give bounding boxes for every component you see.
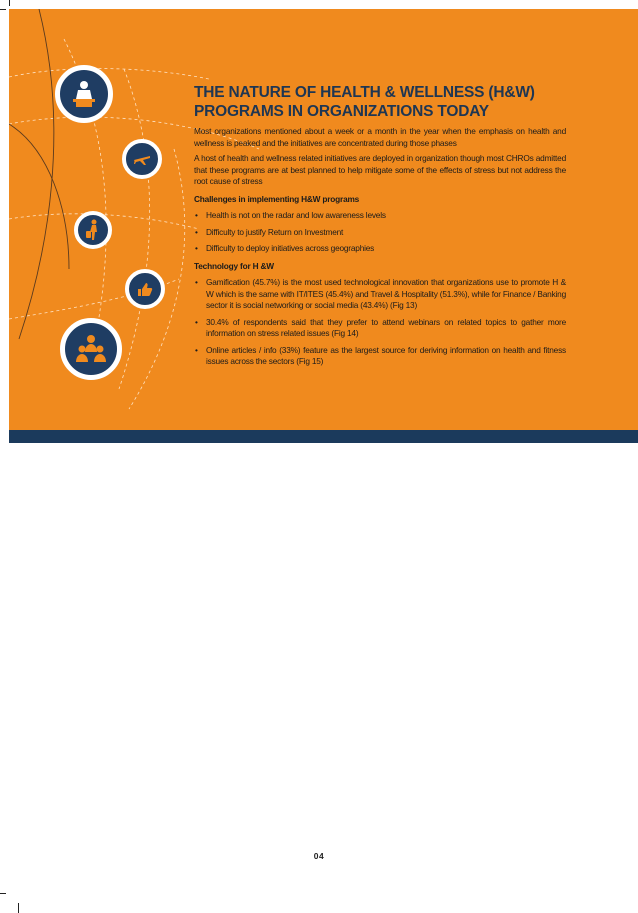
intro-paragraph: A host of health and wellness related initiatives are deployed in organization though most CHROs admitted that these programs are at best planned to help mitigate some of the effects of stress but not address the root cause of stress — [194, 153, 566, 186]
group-icon — [74, 332, 108, 366]
heading-line-2: PROGRAMS IN ORGANIZATIONS TODAY — [194, 103, 489, 120]
page-heading — [194, 83, 566, 121]
thumbs-up-icon — [135, 279, 155, 299]
list-item: • Health is not on the radar and low awareness levels — [194, 210, 566, 222]
challenges-list — [194, 210, 566, 255]
intro-paragraph: Most organizations mentioned about a week or a month in the year when the emphasis on health and wellness is peaked and the initiatives are concentrated during those phases — [194, 126, 566, 148]
list-item: • Online articles / info (33%) feature as the largest source for deriving information on health and fitness issues across the sectors (Fig 15) — [194, 345, 566, 368]
speaker-icon-circle — [55, 65, 113, 123]
traveler-icon — [83, 219, 103, 241]
crop-mark — [9, 0, 10, 6]
list-item: • Gamification (45.7%) is the most used technological innovation that organizations use to promote H & W which is the same with IT/ITES (45.4%) and Travel & Hospitality (51.3%), while for Finance / Banking sector it is social networking or social media (43.4%) (Fig 13) — [194, 277, 566, 312]
challenges-heading: Challenges in implementing H&W programs — [194, 193, 360, 204]
group-icon-circle — [60, 318, 122, 380]
navy-footer-bar — [9, 430, 638, 443]
list-item: • Difficulty to justify Return on Investment — [194, 227, 566, 239]
thumbs-up-icon-circle — [125, 269, 165, 309]
list-item: • 30.4% of respondents said that they prefer to attend webinars on related topics to gather more information on stress related issues (Fig 14) — [194, 317, 566, 340]
airplane-icon — [132, 149, 152, 169]
traveler-icon-circle — [74, 211, 112, 249]
technology-heading: Technology for H &W — [194, 260, 274, 271]
heading-line-1: THE NATURE OF HEALTH & WELLNESS (H&W) — [194, 84, 535, 101]
list-item: • Difficulty to deploy initiatives across geographies — [194, 243, 566, 255]
technology-list — [194, 277, 566, 368]
content-block — [194, 83, 566, 368]
crop-mark — [0, 893, 6, 894]
airplane-icon-circle — [122, 139, 162, 179]
crop-mark — [0, 9, 6, 10]
speaker-icon — [69, 79, 99, 109]
page-number: 04 — [313, 851, 325, 861]
crop-mark — [18, 903, 19, 913]
